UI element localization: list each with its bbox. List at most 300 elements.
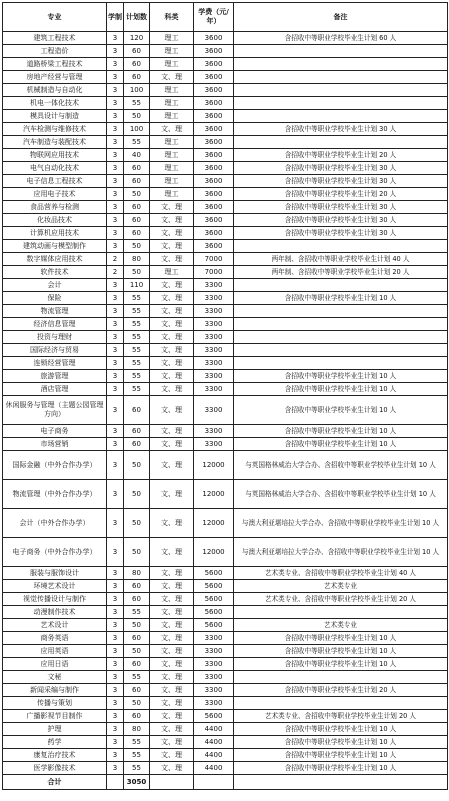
cell-plan: 100 bbox=[124, 123, 150, 136]
cell-years: 3 bbox=[107, 305, 124, 318]
cell-years: 3 bbox=[107, 123, 124, 136]
cell-major: 食品营养与检测 bbox=[3, 201, 107, 214]
cell-note: 含招收中等职业学校毕业生计划 30 人 bbox=[234, 162, 448, 175]
cell-category: 文、理 bbox=[150, 606, 194, 619]
cell-years: 3 bbox=[107, 509, 124, 538]
cell-plan: 80 bbox=[124, 253, 150, 266]
table-row bbox=[3, 645, 448, 658]
cell-category: 理工 bbox=[150, 162, 194, 175]
table-row bbox=[3, 762, 448, 775]
cell-plan: 60 bbox=[124, 71, 150, 84]
cell-major: 物流管理 bbox=[3, 305, 107, 318]
cell-note: 含招收中等职业学校毕业生计划 10 人 bbox=[234, 762, 448, 775]
cell-major: 物流管理（中外合作办学） bbox=[3, 480, 107, 509]
cell-years: 3 bbox=[107, 97, 124, 110]
cell-years: 3 bbox=[107, 396, 124, 425]
cell-fee: 5600 bbox=[194, 567, 234, 580]
cell-major: 酒店管理 bbox=[3, 383, 107, 396]
cell-note: 含招收中等职业学校毕业生计划 10 人 bbox=[234, 645, 448, 658]
header-note: 备注 bbox=[234, 3, 448, 32]
table-row bbox=[3, 697, 448, 710]
cell-years: 3 bbox=[107, 480, 124, 509]
cell-plan: 55 bbox=[124, 383, 150, 396]
cell-fee: 3300 bbox=[194, 357, 234, 370]
cell-years: 3 bbox=[107, 162, 124, 175]
cell-note: 含招收中等职业学校毕业生计划 30 人 bbox=[234, 175, 448, 188]
table-row bbox=[3, 671, 448, 684]
cell-note: 含招收中等职业学校毕业生计划 60 人 bbox=[234, 32, 448, 45]
cell-category: 文、理 bbox=[150, 480, 194, 509]
cell-note bbox=[234, 305, 448, 318]
cell-years: 3 bbox=[107, 619, 124, 632]
cell-fee: 3300 bbox=[194, 438, 234, 451]
cell-category: 文、理 bbox=[150, 253, 194, 266]
table-row bbox=[3, 318, 448, 331]
cell-fee: 4400 bbox=[194, 762, 234, 775]
table-row bbox=[3, 97, 448, 110]
cell-plan: 60 bbox=[124, 201, 150, 214]
cell-category: 文、理 bbox=[150, 71, 194, 84]
cell-category: 文、理 bbox=[150, 697, 194, 710]
table-row bbox=[3, 32, 448, 45]
cell-fee: 3300 bbox=[194, 279, 234, 292]
cell-plan: 55 bbox=[124, 370, 150, 383]
cell-plan: 55 bbox=[124, 305, 150, 318]
cell-plan: 55 bbox=[124, 292, 150, 305]
table-row bbox=[3, 580, 448, 593]
cell-years: 3 bbox=[107, 214, 124, 227]
cell-plan: 50 bbox=[124, 266, 150, 279]
cell-major: 建筑工程技术 bbox=[3, 32, 107, 45]
cell-years: 3 bbox=[107, 697, 124, 710]
cell-major: 投资与理财 bbox=[3, 331, 107, 344]
cell-plan: 55 bbox=[124, 357, 150, 370]
cell-major: 应用英语 bbox=[3, 645, 107, 658]
cell-fee: 3600 bbox=[194, 71, 234, 84]
cell-years: 3 bbox=[107, 383, 124, 396]
table-row bbox=[3, 425, 448, 438]
cell-category: 文、理 bbox=[150, 451, 194, 480]
table-row bbox=[3, 279, 448, 292]
cell-note bbox=[234, 697, 448, 710]
cell-note bbox=[234, 318, 448, 331]
cell-category: 文、理 bbox=[150, 645, 194, 658]
cell-fee: 3300 bbox=[194, 396, 234, 425]
cell-major: 机械制造与自动化 bbox=[3, 84, 107, 97]
cell-years: 2 bbox=[107, 266, 124, 279]
cell-fee: 3600 bbox=[194, 240, 234, 253]
cell-category: 文、理 bbox=[150, 292, 194, 305]
cell-major: 国际金融（中外合作办学） bbox=[3, 451, 107, 480]
cell-plan: 50 bbox=[124, 451, 150, 480]
table-row bbox=[3, 658, 448, 671]
table-row bbox=[3, 438, 448, 451]
cell-years: 3 bbox=[107, 762, 124, 775]
cell-fee: 12000 bbox=[194, 480, 234, 509]
cell-fee: 3300 bbox=[194, 318, 234, 331]
table-row bbox=[3, 162, 448, 175]
cell-category: 理工 bbox=[150, 175, 194, 188]
cell-major: 会计 bbox=[3, 279, 107, 292]
table-row bbox=[3, 292, 448, 305]
cell-major: 模具设计与制造 bbox=[3, 110, 107, 123]
cell-category: 文、理 bbox=[150, 201, 194, 214]
cell-plan: 55 bbox=[124, 749, 150, 762]
cell-note: 含招收中等职业学校毕业生计划 10 人 bbox=[234, 396, 448, 425]
cell-note: 含招收中等职业学校毕业生计划 30 人 bbox=[234, 214, 448, 227]
cell-major: 物联网应用技术 bbox=[3, 149, 107, 162]
table-row bbox=[3, 736, 448, 749]
cell-fee: 5600 bbox=[194, 619, 234, 632]
cell-plan: 50 bbox=[124, 240, 150, 253]
cell-note: 艺术类专业 bbox=[234, 619, 448, 632]
enrollment-plan-table bbox=[2, 2, 448, 790]
cell-note bbox=[234, 136, 448, 149]
table-row bbox=[3, 632, 448, 645]
cell-fee: 12000 bbox=[194, 538, 234, 567]
table-row bbox=[3, 593, 448, 606]
cell-major: 应用日语 bbox=[3, 658, 107, 671]
cell-category: 文、理 bbox=[150, 344, 194, 357]
cell-note: 含招收中等职业学校毕业生计划 30 人 bbox=[234, 227, 448, 240]
table-row bbox=[3, 84, 448, 97]
cell-note bbox=[234, 357, 448, 370]
cell-plan: 60 bbox=[124, 175, 150, 188]
cell-note: 含招收中等职业学校毕业生计划 20 人 bbox=[234, 149, 448, 162]
cell-major: 国际经济与贸易 bbox=[3, 344, 107, 357]
cell-fee: 3600 bbox=[194, 162, 234, 175]
cell-years: 3 bbox=[107, 201, 124, 214]
cell-plan: 40 bbox=[124, 149, 150, 162]
cell-note: 与澳大利亚堪培拉大学合办、含招收中等职业学校毕业生计划 10 人 bbox=[234, 509, 448, 538]
cell-plan: 60 bbox=[124, 425, 150, 438]
cell-years: 3 bbox=[107, 658, 124, 671]
cell-note: 含招收中等职业学校毕业生计划 10 人 bbox=[234, 383, 448, 396]
cell-note: 含招收中等职业学校毕业生计划 20 人 bbox=[234, 684, 448, 697]
cell-note bbox=[234, 71, 448, 84]
cell-plan: 60 bbox=[124, 632, 150, 645]
table-row bbox=[3, 567, 448, 580]
cell-years: 3 bbox=[107, 331, 124, 344]
cell-plan: 55 bbox=[124, 671, 150, 684]
cell-note bbox=[234, 671, 448, 684]
cell-note bbox=[234, 344, 448, 357]
cell-major: 环境艺术设计 bbox=[3, 580, 107, 593]
cell-major: 艺术设计 bbox=[3, 619, 107, 632]
cell-major: 视觉传播设计与制作 bbox=[3, 593, 107, 606]
cell-plan: 60 bbox=[124, 438, 150, 451]
cell-note: 含招收中等职业学校毕业生计划 10 人 bbox=[234, 749, 448, 762]
cell-years: 3 bbox=[107, 279, 124, 292]
cell-fee: 5600 bbox=[194, 710, 234, 723]
cell-years: 3 bbox=[107, 32, 124, 45]
cell-major: 建筑动画与模型制作 bbox=[3, 240, 107, 253]
cell-fee: 3600 bbox=[194, 175, 234, 188]
cell-fee: 3600 bbox=[194, 32, 234, 45]
table-row bbox=[3, 253, 448, 266]
cell-major: 康复治疗技术 bbox=[3, 749, 107, 762]
cell-category: 文、理 bbox=[150, 619, 194, 632]
cell-plan: 60 bbox=[124, 45, 150, 58]
cell-note: 艺术类专业 bbox=[234, 580, 448, 593]
cell-category: 文、理 bbox=[150, 279, 194, 292]
cell-note: 含招收中等职业学校毕业生计划 10 人 bbox=[234, 370, 448, 383]
cell-years: 3 bbox=[107, 723, 124, 736]
cell-major: 连锁经营管理 bbox=[3, 357, 107, 370]
cell-major: 道路桥梁工程技术 bbox=[3, 58, 107, 71]
cell-category: 文、理 bbox=[150, 658, 194, 671]
table-row bbox=[3, 383, 448, 396]
cell-fee: 3300 bbox=[194, 370, 234, 383]
cell-category: 文、理 bbox=[150, 370, 194, 383]
table-row bbox=[3, 749, 448, 762]
cell-years: 3 bbox=[107, 736, 124, 749]
cell-years: 3 bbox=[107, 58, 124, 71]
table-row bbox=[3, 201, 448, 214]
cell-major: 汽车检测与维修技术 bbox=[3, 123, 107, 136]
cell-note: 与澳大利亚堪培拉大学合办、含招收中等职业学校毕业生计划 10 人 bbox=[234, 538, 448, 567]
cell-years: 3 bbox=[107, 451, 124, 480]
cell-fee: 3600 bbox=[194, 201, 234, 214]
table-row bbox=[3, 123, 448, 136]
cell-plan: 50 bbox=[124, 188, 150, 201]
cell-note: 含招收中等职业学校毕业生计划 20 人 bbox=[234, 188, 448, 201]
cell-category: 文、理 bbox=[150, 684, 194, 697]
cell-years: 3 bbox=[107, 567, 124, 580]
cell-major: 休闲服务与管理（主题公园管理方向） bbox=[3, 396, 107, 425]
total-row bbox=[3, 775, 448, 790]
cell-plan: 50 bbox=[124, 697, 150, 710]
cell-fee: 12000 bbox=[194, 451, 234, 480]
cell-plan: 110 bbox=[124, 279, 150, 292]
cell-plan: 55 bbox=[124, 344, 150, 357]
cell-fee: 3600 bbox=[194, 188, 234, 201]
cell-years: 3 bbox=[107, 749, 124, 762]
cell-years: 3 bbox=[107, 110, 124, 123]
cell-major: 医学影像技术 bbox=[3, 762, 107, 775]
cell-years: 3 bbox=[107, 632, 124, 645]
cell-years: 3 bbox=[107, 84, 124, 97]
cell-plan: 60 bbox=[124, 162, 150, 175]
cell-category: 文、理 bbox=[150, 736, 194, 749]
cell-note: 含招收中等职业学校毕业生计划 30 人 bbox=[234, 201, 448, 214]
cell-major: 保险 bbox=[3, 292, 107, 305]
table-row bbox=[3, 110, 448, 123]
cell-plan: 55 bbox=[124, 736, 150, 749]
cell-major: 经济信息管理 bbox=[3, 318, 107, 331]
cell-years: 3 bbox=[107, 292, 124, 305]
cell-years: 2 bbox=[107, 253, 124, 266]
cell-category: 理工 bbox=[150, 266, 194, 279]
cell-fee: 3600 bbox=[194, 110, 234, 123]
cell-category: 文、理 bbox=[150, 710, 194, 723]
cell-plan: 50 bbox=[124, 509, 150, 538]
header-plan: 计划数 bbox=[124, 3, 150, 32]
cell-major: 会计（中外合作办学） bbox=[3, 509, 107, 538]
cell-major: 数字媒体应用技术 bbox=[3, 253, 107, 266]
cell-plan: 50 bbox=[124, 538, 150, 567]
cell-plan: 55 bbox=[124, 331, 150, 344]
cell-category: 文、理 bbox=[150, 580, 194, 593]
cell-note: 含招收中等职业学校毕业生计划 10 人 bbox=[234, 292, 448, 305]
cell-plan: 60 bbox=[124, 684, 150, 697]
cell-category: 文、理 bbox=[150, 214, 194, 227]
cell-plan: 60 bbox=[124, 227, 150, 240]
table-row bbox=[3, 136, 448, 149]
cell-years: 3 bbox=[107, 227, 124, 240]
cell-plan: 60 bbox=[124, 580, 150, 593]
table-row bbox=[3, 509, 448, 538]
table-row bbox=[3, 227, 448, 240]
cell-category: 文、理 bbox=[150, 383, 194, 396]
cell-major: 商务英语 bbox=[3, 632, 107, 645]
cell-years: 3 bbox=[107, 645, 124, 658]
cell-plan: 55 bbox=[124, 762, 150, 775]
total-fee bbox=[194, 775, 234, 790]
table-body bbox=[3, 32, 448, 775]
cell-note: 含招收中等职业学校毕业生计划 10 人 bbox=[234, 632, 448, 645]
cell-fee: 3600 bbox=[194, 123, 234, 136]
cell-note: 含招收中等职业学校毕业生计划 10 人 bbox=[234, 658, 448, 671]
cell-note: 含招收中等职业学校毕业生计划 30 人 bbox=[234, 123, 448, 136]
cell-fee: 3300 bbox=[194, 645, 234, 658]
cell-major: 工程造价 bbox=[3, 45, 107, 58]
table-row bbox=[3, 266, 448, 279]
cell-fee: 4400 bbox=[194, 723, 234, 736]
cell-fee: 3600 bbox=[194, 214, 234, 227]
table-row bbox=[3, 684, 448, 697]
cell-note bbox=[234, 279, 448, 292]
cell-category: 理工 bbox=[150, 45, 194, 58]
cell-fee: 7000 bbox=[194, 253, 234, 266]
cell-years: 3 bbox=[107, 71, 124, 84]
cell-note: 含招收中等职业学校毕业生计划 10 人 bbox=[234, 723, 448, 736]
table-row bbox=[3, 305, 448, 318]
table-row bbox=[3, 451, 448, 480]
cell-years: 3 bbox=[107, 240, 124, 253]
cell-category: 理工 bbox=[150, 136, 194, 149]
cell-years: 3 bbox=[107, 606, 124, 619]
cell-fee: 3300 bbox=[194, 684, 234, 697]
cell-category: 理工 bbox=[150, 188, 194, 201]
cell-years: 3 bbox=[107, 710, 124, 723]
cell-fee: 4400 bbox=[194, 736, 234, 749]
cell-category: 理工 bbox=[150, 58, 194, 71]
cell-years: 3 bbox=[107, 344, 124, 357]
cell-years: 3 bbox=[107, 357, 124, 370]
cell-category: 理工 bbox=[150, 97, 194, 110]
cell-category: 文、理 bbox=[150, 318, 194, 331]
cell-fee: 3600 bbox=[194, 84, 234, 97]
header-category: 科类 bbox=[150, 3, 194, 32]
cell-years: 3 bbox=[107, 149, 124, 162]
cell-category: 文、理 bbox=[150, 723, 194, 736]
table-row bbox=[3, 188, 448, 201]
cell-major: 房地产经营与管理 bbox=[3, 71, 107, 84]
cell-major: 旅游管理 bbox=[3, 370, 107, 383]
cell-category: 文、理 bbox=[150, 671, 194, 684]
cell-category: 理工 bbox=[150, 32, 194, 45]
table-row bbox=[3, 149, 448, 162]
cell-fee: 3600 bbox=[194, 136, 234, 149]
cell-category: 理工 bbox=[150, 149, 194, 162]
cell-major: 软件技术 bbox=[3, 266, 107, 279]
cell-category: 理工 bbox=[150, 110, 194, 123]
cell-category: 文、理 bbox=[150, 593, 194, 606]
cell-major: 新闻采编与制作 bbox=[3, 684, 107, 697]
cell-major: 电子商务 bbox=[3, 425, 107, 438]
header-major: 专业 bbox=[3, 3, 107, 32]
table-row bbox=[3, 71, 448, 84]
cell-plan: 50 bbox=[124, 619, 150, 632]
cell-plan: 60 bbox=[124, 396, 150, 425]
cell-plan: 50 bbox=[124, 480, 150, 509]
cell-fee: 7000 bbox=[194, 266, 234, 279]
cell-fee: 3300 bbox=[194, 331, 234, 344]
cell-plan: 60 bbox=[124, 593, 150, 606]
cell-note bbox=[234, 331, 448, 344]
total-plan: 3050 bbox=[124, 775, 150, 790]
cell-fee: 5600 bbox=[194, 593, 234, 606]
cell-fee: 3300 bbox=[194, 425, 234, 438]
cell-plan: 60 bbox=[124, 710, 150, 723]
total-label: 合计 bbox=[3, 775, 107, 790]
cell-note: 含招收中等职业学校毕业生计划 10 人 bbox=[234, 425, 448, 438]
cell-major: 计算机应用技术 bbox=[3, 227, 107, 240]
cell-major: 电子信息工程技术 bbox=[3, 175, 107, 188]
cell-note bbox=[234, 58, 448, 71]
cell-category: 文、理 bbox=[150, 357, 194, 370]
cell-category: 文、理 bbox=[150, 762, 194, 775]
total-note bbox=[234, 775, 448, 790]
header-years: 学制 bbox=[107, 3, 124, 32]
cell-fee: 3300 bbox=[194, 344, 234, 357]
cell-plan: 55 bbox=[124, 606, 150, 619]
cell-note: 与英国格林威治大学合办、含招收中等职业学校毕业生计划 10 人 bbox=[234, 451, 448, 480]
cell-fee: 3600 bbox=[194, 58, 234, 71]
cell-fee: 12000 bbox=[194, 509, 234, 538]
cell-plan: 50 bbox=[124, 110, 150, 123]
cell-plan: 120 bbox=[124, 32, 150, 45]
cell-plan: 55 bbox=[124, 318, 150, 331]
cell-major: 电子商务（中外合作办学） bbox=[3, 538, 107, 567]
cell-note: 艺术类专业、含招收中等职业学校毕业生计划 40 人 bbox=[234, 567, 448, 580]
table-row bbox=[3, 606, 448, 619]
cell-plan: 100 bbox=[124, 84, 150, 97]
cell-plan: 80 bbox=[124, 567, 150, 580]
cell-fee: 3300 bbox=[194, 658, 234, 671]
cell-category: 文、理 bbox=[150, 240, 194, 253]
cell-category: 文、理 bbox=[150, 425, 194, 438]
cell-fee: 3600 bbox=[194, 227, 234, 240]
cell-major: 广播影视节目制作 bbox=[3, 710, 107, 723]
table-row bbox=[3, 370, 448, 383]
cell-note bbox=[234, 45, 448, 58]
cell-major: 机电一体化技术 bbox=[3, 97, 107, 110]
table-row bbox=[3, 175, 448, 188]
cell-major: 汽车制造与装配技术 bbox=[3, 136, 107, 149]
table-row bbox=[3, 58, 448, 71]
table-row bbox=[3, 396, 448, 425]
cell-note: 含招收中等职业学校毕业生计划 10 人 bbox=[234, 736, 448, 749]
cell-major: 药学 bbox=[3, 736, 107, 749]
cell-fee: 4400 bbox=[194, 749, 234, 762]
cell-major: 传播与策划 bbox=[3, 697, 107, 710]
cell-fee: 3600 bbox=[194, 45, 234, 58]
cell-fee: 5600 bbox=[194, 580, 234, 593]
table-row bbox=[3, 710, 448, 723]
cell-plan: 80 bbox=[124, 723, 150, 736]
